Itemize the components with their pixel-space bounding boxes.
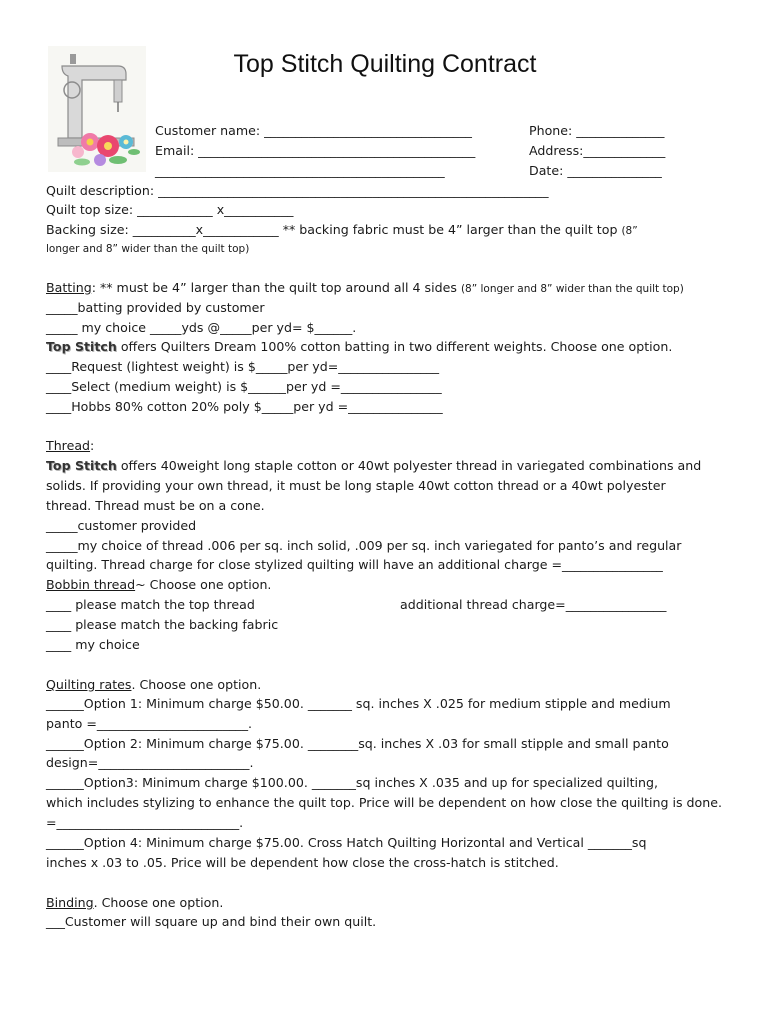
email-line: Email: ____________________________________________ [155, 143, 476, 158]
brand-name: Top Stitch [46, 339, 117, 354]
backing-size-line [46, 222, 638, 239]
quilting-option-1: ______Option 1: Minimum charge $50.00. _______ sq. inches X .025 for medium stipple and medium [46, 696, 671, 711]
quilting-heading-rest: . Choose one option. [131, 677, 262, 692]
bobbin-option-backing: ____ please match the backing fabric [46, 617, 279, 632]
thread-offer-line-1 [46, 458, 701, 474]
batting-offer-line [46, 339, 672, 355]
quilting-option-4-desc: inches x .03 to .05. Price will be dependent how close the cross-hatch is stitched. [46, 855, 559, 870]
quilting-heading-line [46, 677, 261, 693]
batting-rule-line [46, 280, 684, 297]
batting-option-request: ____Request (lightest weight) is $_____per yd=________________ [46, 359, 440, 374]
backing-note-start: (8” [621, 225, 638, 237]
thread-offer-text-1: offers 40weight long staple cotton or 40wt polyester thread in variegated combinations and [116, 458, 702, 473]
thread-heading-line [46, 438, 94, 454]
thread-heading-colon: : [90, 438, 95, 453]
date-line: Date: _______________ [529, 163, 662, 178]
binding-heading: Binding [46, 895, 94, 910]
thread-option-customer: _____customer provided [46, 518, 197, 533]
binding-heading-rest: . Choose one option. [93, 895, 224, 910]
quilting-option-2-design: design=________________________. [46, 755, 254, 770]
additional-thread-charge: additional thread charge=________________ [400, 597, 667, 612]
bobbin-heading-rest: ~ Choose one option. [135, 577, 272, 592]
bobbin-option-my-choice: ____ my choice [46, 637, 140, 652]
batting-heading: Batting [46, 280, 92, 295]
phone-line: Phone: ______________ [529, 123, 665, 138]
thread-option-my-choice: _____my choice of thread .006 per sq. inch solid, .009 per sq. inch variegated for panto’s and regular [46, 538, 682, 553]
quilting-option-3-desc: which includes stylizing to enhance the quilt top. Price will be dependent on how close the quilting is done. [46, 795, 722, 810]
batting-rule: : ** must be 4” larger than the quilt top around all 4 sides [91, 280, 457, 295]
quilt-top-size-line: Quilt top size: ____________ x___________ [46, 202, 294, 217]
batting-rule-note: (8” longer and 8” wider than the quilt top) [460, 283, 684, 295]
quilt-description-line: Quilt description: ______________________________________________________________ [46, 183, 549, 198]
bobbin-heading: Bobbin thread [46, 577, 136, 592]
batting-offer-text: offers Quilters Dream 100% cotton batting in two different weights. Choose one option. [116, 339, 673, 354]
quilting-option-3: ______Option3: Minimum charge $100.00. _______sq inches X .035 and up for specialized quilting, [46, 775, 659, 790]
brand-name: Top Stitch [46, 458, 117, 473]
quilting-option-2: ______Option 2: Minimum charge $75.00. ________sq. inches X .03 for small stipple and small panto [46, 736, 669, 751]
thread-offer-line-2: solids. If providing your own thread, it must be long staple 40wt cotton thread or a 40wt polyester [46, 478, 666, 493]
backing-note-line: longer and 8” wider than the quilt top) [46, 243, 250, 255]
quilting-option-3-total: =_____________________________. [46, 815, 244, 830]
bobbin-heading-line [46, 577, 271, 593]
quilting-heading: Quilting rates [46, 677, 132, 692]
thread-heading: Thread [46, 438, 91, 453]
bobbin-option-top: ____ please match the top thread [46, 597, 255, 612]
binding-option-customer: ___Customer will square up and bind their own quilt. [46, 914, 377, 929]
batting-option-hobbs: ____Hobbs 80% cotton 20% poly $_____per yd =_______________ [46, 399, 443, 414]
batting-provided-line: _____batting provided by customer [46, 300, 265, 315]
address-blank-line: ______________________________________________ [155, 163, 445, 178]
batting-choice-line: _____ my choice _____yds @_____per yd= $______. [46, 320, 357, 335]
batting-option-select: ____Select (medium weight) is $______per yd =________________ [46, 379, 442, 394]
quilting-option-4: ______Option 4: Minimum charge $75.00. Cross Hatch Quilting Horizontal and Vertical _______sq [46, 835, 647, 850]
thread-charge-line: quilting. Thread charge for close stylized quilting will have an additional charge =________________ [46, 557, 663, 572]
address-line: Address:_____________ [529, 143, 666, 158]
backing-size-text: Backing size: __________x____________ ** backing fabric must be 4” larger than the quilt top [46, 222, 618, 237]
thread-offer-line-3: thread. Thread must be on a cone. [46, 498, 265, 513]
customer-name-line: Customer name: _________________________________ [155, 123, 472, 138]
page-title: Top Stitch Quilting Contract [233, 50, 537, 78]
quilting-option-1-panto: panto =________________________. [46, 716, 253, 731]
binding-heading-line [46, 895, 223, 911]
